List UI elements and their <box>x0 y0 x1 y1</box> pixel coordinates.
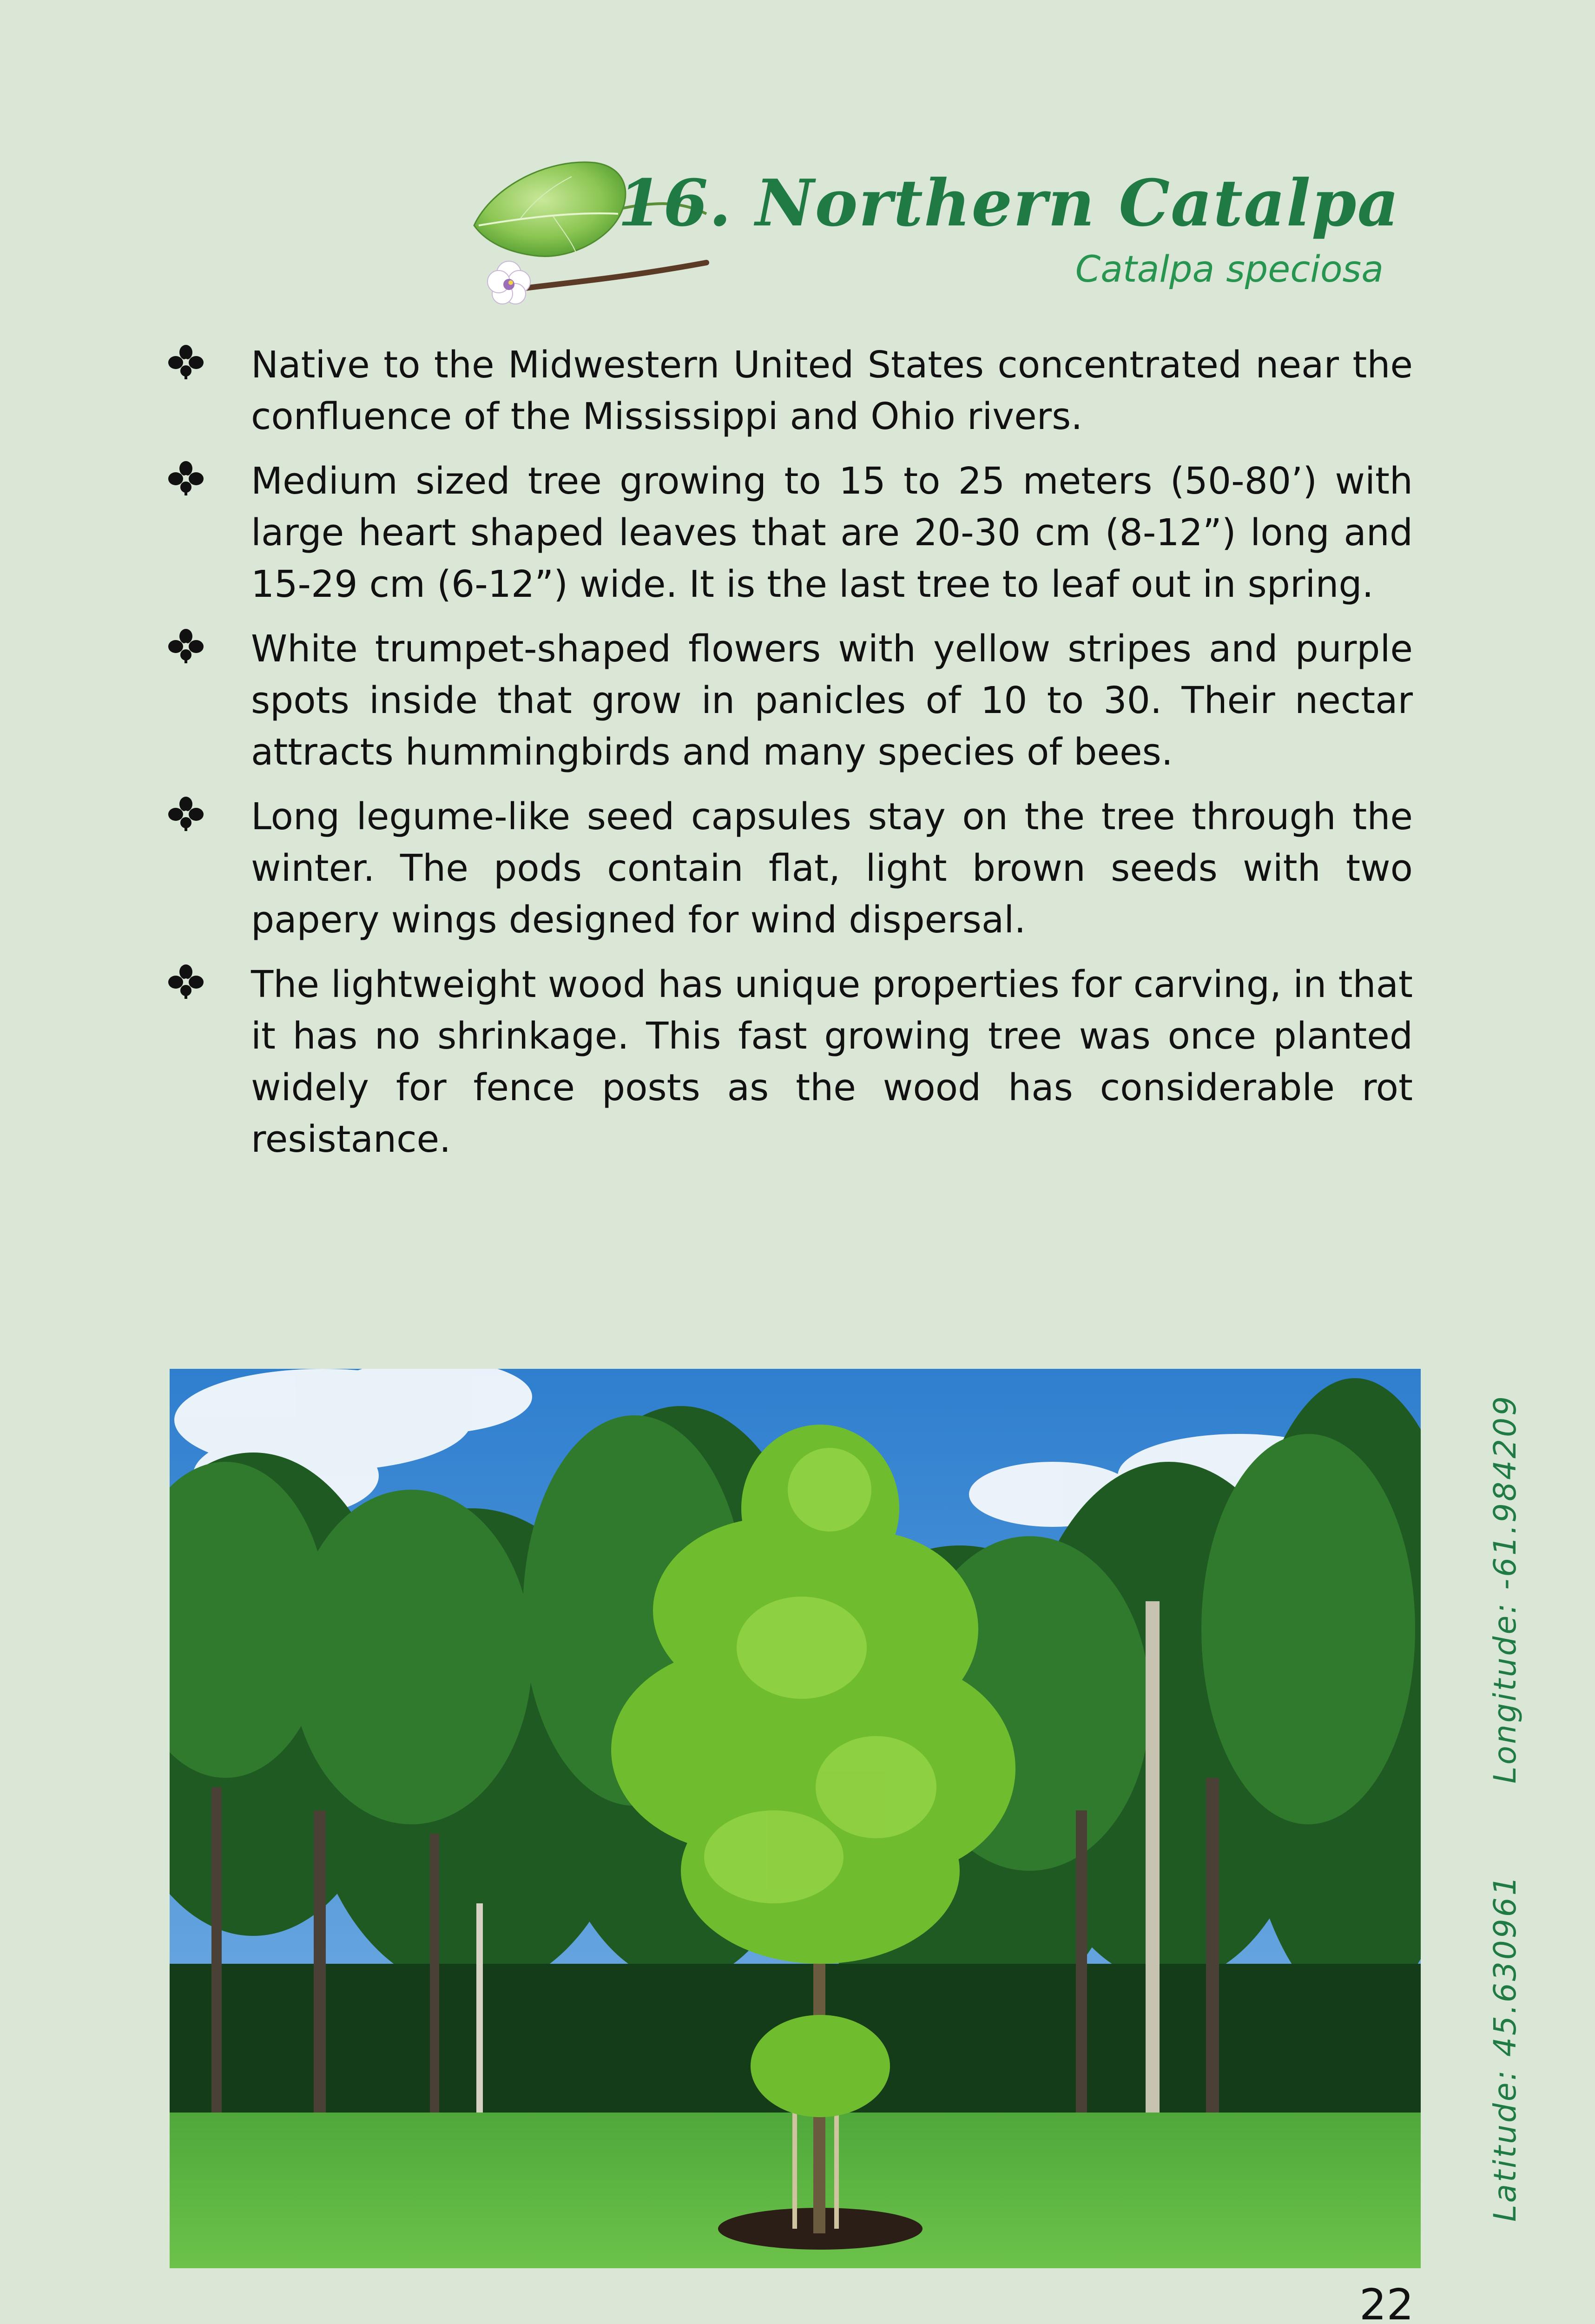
gps-coordinates <box>1487 1394 1523 2222</box>
flower-bullet-icon <box>167 964 204 1001</box>
flower-bullet-icon <box>167 344 204 381</box>
scientific-name: Catalpa speciosa <box>1075 249 1384 290</box>
flower-bullet-icon <box>167 628 204 665</box>
fact-text: White trumpet-shaped flowers with yellow stripes and purple spots inside that grow in panicles of 10 to 30. Their nectar attracts hummingbirds and many species of bees. <box>251 627 1413 773</box>
list-item <box>167 456 1413 610</box>
flower-bullet-icon <box>167 460 204 497</box>
fact-text: Medium sized tree growing to 15 to 25 meters (50-80’) with large heart shaped leaves that are 20-30 cm (8-12”) long and 15-29 cm (6-12”) wide. It is the last tree to leaf out in spring. <box>251 460 1413 606</box>
latitude-label: Latitude: 45.630961 <box>1487 1874 1523 2222</box>
flower-bullet-icon <box>167 796 204 833</box>
fact-text: The lightweight wood has unique properties for carving, in that it has no shrinkage. This fast growing tree was once planted widely for fence posts as the wood has considerable rot resistance. <box>251 963 1413 1161</box>
fact-text: Native to the Midwestern United States concentrated near the confluence of the Mississippi and Ohio rivers. <box>251 343 1413 438</box>
list-item <box>167 623 1413 778</box>
page-number: 22 <box>1359 2280 1414 2324</box>
catalpa-tree-photo <box>170 1369 1421 2268</box>
facts-list <box>167 339 1413 1178</box>
list-item <box>167 339 1413 442</box>
longitude-label: Longitude: -61.984209 <box>1487 1394 1523 1784</box>
page-title: 16. Northern Catalpa <box>618 165 1400 241</box>
list-item <box>167 959 1413 1165</box>
fact-text: Long legume-like seed capsules stay on the tree through the winter. The pods contain flat, light brown seeds with two papery wings designed for wind dispersal. <box>251 795 1413 941</box>
list-item <box>167 791 1413 946</box>
